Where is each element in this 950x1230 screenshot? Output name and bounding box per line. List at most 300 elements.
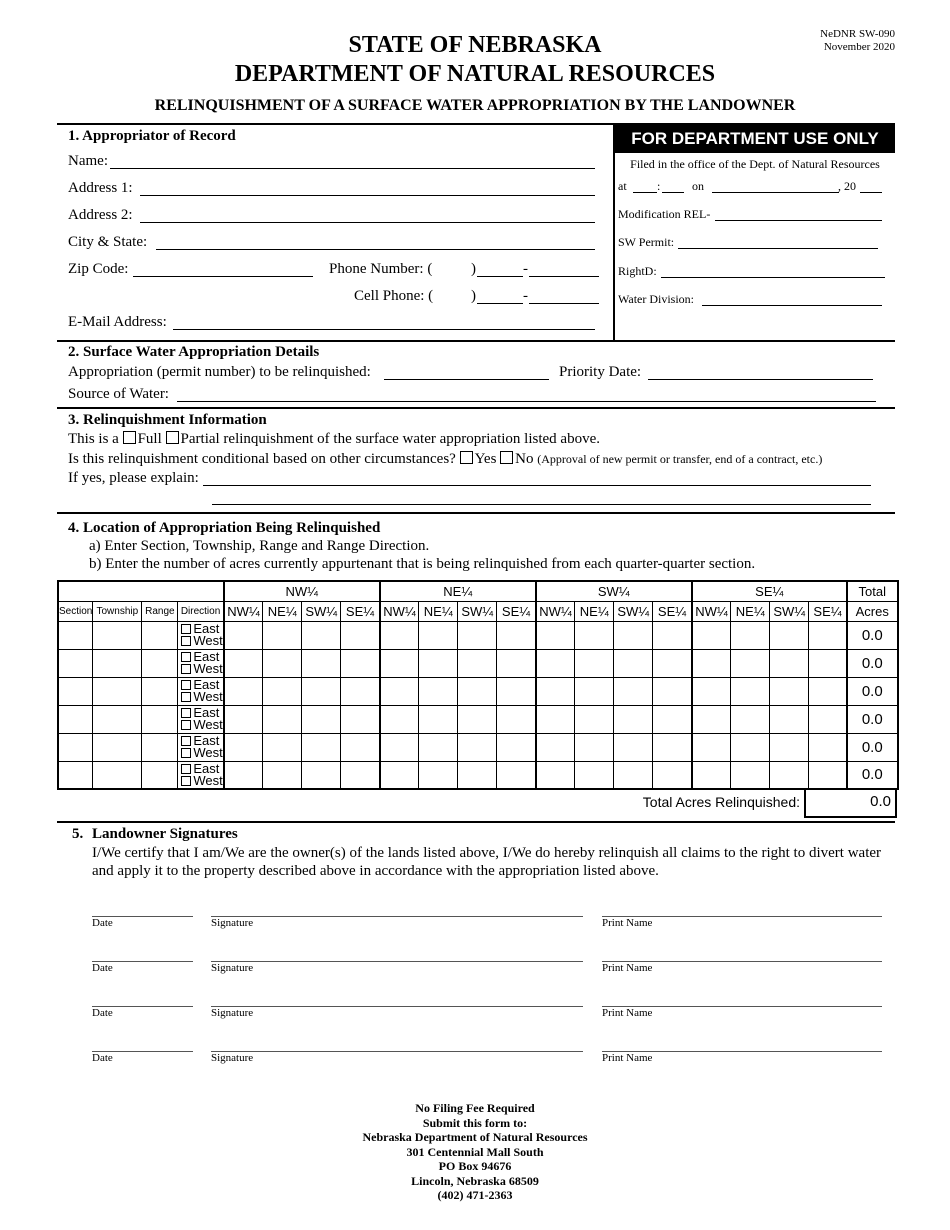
sub-header: NW¼: [536, 601, 575, 621]
section-cell[interactable]: [58, 733, 93, 761]
direction-cell: [178, 705, 224, 733]
address1-label: Address 1:: [68, 180, 133, 196]
acres-cell[interactable]: [575, 761, 614, 789]
footer-agency: Nebraska Department of Natural Resources: [362, 1130, 588, 1144]
acres-cell[interactable]: [497, 761, 536, 789]
department-title: DEPARTMENT OF NATURAL RESOURCES: [234, 61, 716, 87]
signature-label: Signature: [211, 917, 254, 929]
acres-cell[interactable]: [497, 677, 536, 705]
explain-field-2[interactable]: [212, 504, 871, 505]
priority-date-field[interactable]: [648, 379, 873, 380]
location-row: [58, 733, 898, 761]
section-cell[interactable]: [58, 677, 93, 705]
dept-on-label: on: [692, 179, 704, 193]
right-id-label: RightD:: [618, 264, 657, 278]
range-cell[interactable]: [142, 733, 178, 761]
acres-cell[interactable]: [770, 677, 809, 705]
acres-cell[interactable]: [614, 621, 653, 649]
acres-cell[interactable]: [809, 621, 847, 649]
cell-prefix-field[interactable]: [477, 303, 523, 304]
range-cell[interactable]: [142, 621, 178, 649]
dept-filed-text: Filed in the office of the Dept. of Natural Resources: [630, 157, 880, 171]
west-label: West: [193, 772, 223, 788]
west-label: West: [193, 661, 223, 676]
township-cell[interactable]: [93, 677, 142, 705]
acres-cell[interactable]: [536, 677, 575, 705]
phone-dash: -: [523, 261, 528, 277]
signature-label: Signature: [211, 962, 254, 974]
sub-header: SW¼: [614, 601, 653, 621]
acres-cell[interactable]: [497, 649, 536, 677]
section-header: Section: [58, 601, 93, 621]
range-header: Range: [142, 601, 178, 621]
explain-field-1[interactable]: [203, 485, 871, 486]
acres-cell[interactable]: [653, 677, 692, 705]
modification-label: Modification REL-: [618, 207, 711, 221]
email-field[interactable]: [173, 329, 595, 330]
dept-year-label: , 20: [838, 179, 856, 193]
signature-line[interactable]: [211, 961, 583, 962]
acres-cell[interactable]: [770, 649, 809, 677]
acres-cell[interactable]: [614, 677, 653, 705]
township-cell[interactable]: [93, 649, 142, 677]
source-label: Source of Water:: [68, 386, 169, 402]
acres-cell[interactable]: [731, 621, 770, 649]
phone-paren: ): [471, 261, 476, 277]
yes-checkbox[interactable]: [460, 451, 473, 464]
blank-header: [58, 581, 224, 601]
print-name-label: Print Name: [602, 917, 653, 929]
location-rows: [58, 621, 898, 789]
address2-field[interactable]: [140, 222, 595, 223]
yes-label: Yes: [474, 451, 497, 467]
acres-cell[interactable]: [536, 649, 575, 677]
priority-date-label: Priority Date:: [559, 364, 642, 380]
township-cell[interactable]: [93, 705, 142, 733]
section-cell[interactable]: [58, 761, 93, 789]
direction-cell: [178, 677, 224, 705]
dept-colon: :: [657, 179, 661, 193]
print-name-label: Print Name: [602, 1007, 653, 1019]
ne-quarter-header: NE¼: [380, 581, 536, 601]
no-label: No: [515, 451, 534, 467]
acres-cell[interactable]: [770, 621, 809, 649]
email-label: E-Mail Address:: [68, 314, 167, 330]
acres-cell[interactable]: [380, 705, 419, 733]
row-total-cell[interactable]: 0.0: [847, 621, 898, 649]
acres-cell[interactable]: [575, 621, 614, 649]
section2-title: 2. Surface Water Appropriation Details: [68, 344, 320, 360]
acres-cell[interactable]: [575, 649, 614, 677]
signature-label: Signature: [211, 1007, 254, 1019]
acres-cell[interactable]: [419, 733, 458, 761]
acres-cell[interactable]: [653, 733, 692, 761]
sub-header: NW¼: [224, 601, 263, 621]
acres-cell[interactable]: [692, 621, 731, 649]
total-header-2: Acres: [847, 601, 898, 621]
sub-header: SE¼: [341, 601, 380, 621]
sub-header: NE¼: [731, 601, 770, 621]
water-division-label: Water Division:: [618, 292, 695, 306]
acres-cell[interactable]: [263, 761, 302, 789]
acres-cell[interactable]: [770, 761, 809, 789]
acres-cell[interactable]: [263, 705, 302, 733]
range-cell[interactable]: [142, 705, 178, 733]
east-checkbox[interactable]: [181, 680, 191, 690]
name-label: Name:: [68, 153, 108, 169]
section3-rule: [57, 407, 895, 409]
sub-header: NW¼: [380, 601, 419, 621]
acres-cell[interactable]: [536, 761, 575, 789]
east-checkbox[interactable]: [181, 736, 191, 746]
west-checkbox[interactable]: [181, 748, 191, 758]
acres-cell[interactable]: [731, 761, 770, 789]
west-option[interactable]: [181, 663, 222, 675]
acres-cell[interactable]: [419, 705, 458, 733]
footer-city: Lincoln, Nebraska 68509: [411, 1173, 539, 1188]
right-id-field[interactable]: [661, 277, 885, 278]
acres-cell[interactable]: [809, 761, 847, 789]
sub-header: SE¼: [497, 601, 536, 621]
acres-cell[interactable]: [692, 649, 731, 677]
acres-cell[interactable]: [380, 761, 419, 789]
source-field[interactable]: [177, 401, 876, 402]
form-date: November 2020: [823, 41, 895, 53]
direction-cell: [178, 761, 224, 789]
cell-paren: ): [471, 288, 476, 304]
west-checkbox[interactable]: [181, 776, 191, 786]
acres-cell[interactable]: [380, 621, 419, 649]
partial-checkbox[interactable]: [166, 431, 179, 444]
acres-cell[interactable]: [263, 621, 302, 649]
acres-cell[interactable]: [224, 705, 263, 733]
west-option[interactable]: [181, 747, 222, 759]
east-label: East: [193, 677, 220, 692]
dept-hour-field[interactable]: [633, 192, 657, 193]
acres-cell[interactable]: [692, 761, 731, 789]
print-name-label: Print Name: [602, 1052, 653, 1064]
location-row: [58, 705, 898, 733]
direction-header: Direction: [178, 601, 224, 621]
name-field[interactable]: [110, 168, 595, 169]
phone-prefix-field[interactable]: [477, 276, 523, 277]
full-label: Full: [137, 431, 162, 447]
acres-cell[interactable]: [419, 649, 458, 677]
acres-cell[interactable]: [770, 733, 809, 761]
sub-header: NE¼: [419, 601, 458, 621]
footer-submit: Submit this form to:: [422, 1115, 528, 1130]
footer-fee: No Filing Fee Required: [415, 1101, 535, 1115]
acres-cell[interactable]: [653, 621, 692, 649]
acres-cell[interactable]: [458, 649, 497, 677]
acres-cell[interactable]: [302, 705, 341, 733]
cell-number-field[interactable]: [529, 303, 599, 304]
modification-field[interactable]: [715, 220, 882, 221]
section5-rule: [57, 821, 895, 823]
section5-number: 5.: [72, 826, 84, 842]
acres-cell[interactable]: [458, 705, 497, 733]
row-total-cell[interactable]: 0.0: [847, 733, 898, 761]
location-row: [58, 761, 898, 789]
acres-cell[interactable]: [224, 733, 263, 761]
state-title: STATE OF NEBRASKA: [348, 32, 602, 58]
date-label: Date: [92, 962, 113, 974]
acres-cell[interactable]: [692, 733, 731, 761]
west-option[interactable]: [181, 772, 223, 788]
dept-at-label: at: [618, 179, 627, 193]
water-division-field[interactable]: [702, 305, 882, 306]
township-cell[interactable]: [93, 621, 142, 649]
city-state-field[interactable]: [156, 249, 595, 250]
acres-cell[interactable]: [575, 677, 614, 705]
sub-header: SW¼: [770, 601, 809, 621]
dept-use-title: FOR DEPARTMENT USE ONLY: [615, 124, 895, 153]
acres-cell[interactable]: [341, 733, 380, 761]
acres-cell[interactable]: [692, 677, 731, 705]
direction-cell: [178, 649, 224, 677]
acres-cell[interactable]: [224, 761, 263, 789]
zip-label: Zip Code:: [68, 261, 129, 277]
east-label: East: [193, 733, 220, 748]
footer-pobox: PO Box 94676: [438, 1159, 512, 1173]
date-label: Date: [92, 1052, 113, 1064]
sw-quarter-header: SW¼: [536, 581, 692, 601]
east-label: East: [193, 649, 220, 664]
date-label: Date: [92, 1007, 113, 1019]
total-acres-label: Total Acres Relinquished:: [642, 794, 800, 810]
sub-header: SE¼: [809, 601, 847, 621]
acres-cell[interactable]: [653, 649, 692, 677]
acres-cell[interactable]: [614, 761, 653, 789]
west-checkbox[interactable]: [181, 720, 191, 730]
dept-date-field[interactable]: [712, 192, 839, 193]
acres-cell[interactable]: [419, 677, 458, 705]
acres-cell[interactable]: [341, 621, 380, 649]
acres-cell[interactable]: [575, 733, 614, 761]
east-label: East: [193, 705, 220, 720]
acres-cell[interactable]: [809, 677, 847, 705]
east-checkbox[interactable]: [181, 652, 191, 662]
east-checkbox[interactable]: [181, 764, 191, 774]
acres-cell[interactable]: [731, 649, 770, 677]
acres-cell[interactable]: [458, 677, 497, 705]
sw-permit-field[interactable]: [678, 248, 878, 249]
section1-title: 1. Appropriator of Record: [68, 128, 236, 144]
print-name-label: Print Name: [602, 962, 653, 974]
acres-cell[interactable]: [224, 621, 263, 649]
sub-header: SE¼: [653, 601, 692, 621]
acres-cell[interactable]: [458, 621, 497, 649]
signature-line[interactable]: [211, 1051, 583, 1052]
acres-cell[interactable]: [341, 705, 380, 733]
acres-cell[interactable]: [302, 761, 341, 789]
signature-label: Signature: [211, 1052, 254, 1064]
acres-cell[interactable]: [263, 649, 302, 677]
acres-cell[interactable]: [731, 677, 770, 705]
acres-cell[interactable]: [497, 705, 536, 733]
acres-cell[interactable]: [419, 621, 458, 649]
row-total-cell[interactable]: 0.0: [847, 705, 898, 733]
row-total-cell[interactable]: 0.0: [847, 761, 898, 789]
township-cell[interactable]: [93, 733, 142, 761]
acres-cell[interactable]: [458, 733, 497, 761]
sub-header: NE¼: [575, 601, 614, 621]
east-label: East: [193, 621, 220, 636]
sub-header: NW¼: [692, 601, 731, 621]
west-option[interactable]: [181, 691, 222, 703]
acres-cell[interactable]: [302, 649, 341, 677]
no-checkbox[interactable]: [500, 451, 513, 464]
footer-phone: (402) 471-2363: [437, 1188, 513, 1202]
west-label: West: [193, 745, 223, 760]
acres-cell[interactable]: [809, 705, 847, 733]
explain-label: If yes, please explain:: [68, 470, 199, 486]
cell-dash: -: [523, 288, 528, 304]
appropriation-field[interactable]: [384, 379, 549, 380]
acres-cell[interactable]: [380, 733, 419, 761]
acres-cell[interactable]: [341, 677, 380, 705]
east-checkbox[interactable]: [181, 708, 191, 718]
acres-cell[interactable]: [575, 705, 614, 733]
conditional-line: [68, 451, 822, 468]
location-table: [57, 580, 899, 790]
relinquish-type-line: [68, 431, 600, 448]
west-checkbox[interactable]: [181, 664, 191, 674]
relinquish-type-prefix: This is a: [68, 431, 119, 447]
sub-header: NE¼: [263, 601, 302, 621]
location-row: [58, 677, 898, 705]
acres-cell[interactable]: [419, 761, 458, 789]
section4-rule: [57, 512, 895, 514]
acres-cell[interactable]: [497, 621, 536, 649]
acres-cell[interactable]: [770, 705, 809, 733]
acres-cell[interactable]: [614, 705, 653, 733]
signature-line[interactable]: [211, 1006, 583, 1007]
acres-cell[interactable]: [380, 649, 419, 677]
acres-cell[interactable]: [614, 649, 653, 677]
direction-cell: [178, 733, 224, 761]
total-acres-value[interactable]: 0.0: [804, 790, 897, 818]
location-row: [58, 621, 898, 649]
acres-cell[interactable]: [302, 677, 341, 705]
acres-cell[interactable]: [692, 705, 731, 733]
section-cell[interactable]: [58, 705, 93, 733]
conditional-note: (Approval of new permit or transfer, end of a contract, etc.): [537, 452, 823, 466]
acres-cell[interactable]: [653, 705, 692, 733]
acres-cell[interactable]: [731, 705, 770, 733]
acres-cell[interactable]: [809, 733, 847, 761]
acres-cell[interactable]: [731, 733, 770, 761]
acres-cell[interactable]: [458, 761, 497, 789]
west-checkbox[interactable]: [181, 692, 191, 702]
section4-instruction-b: b) Enter the number of acres currently appurtenant that is being relinquished from each quarter-quarter section.: [89, 556, 756, 572]
acres-cell[interactable]: [653, 761, 692, 789]
total-header-1: Total: [847, 581, 898, 601]
sub-header: SW¼: [302, 601, 341, 621]
section2-rule: [57, 340, 895, 342]
signature-line[interactable]: [211, 916, 583, 917]
se-quarter-header: SE¼: [692, 581, 847, 601]
sw-permit-label: SW Permit:: [618, 235, 675, 249]
nw-quarter-header: NW¼: [224, 581, 380, 601]
row-total-cell[interactable]: 0.0: [847, 649, 898, 677]
conditional-question: Is this relinquishment conditional based on other circumstances?: [68, 451, 456, 467]
east-checkbox[interactable]: [181, 624, 191, 634]
acres-cell[interactable]: [263, 733, 302, 761]
acres-cell[interactable]: [341, 761, 380, 789]
section-cell[interactable]: [58, 621, 93, 649]
form-number: NeDNR SW-090: [820, 28, 895, 40]
dept-box-divider: [613, 123, 615, 340]
location-row: [58, 649, 898, 677]
dept-year-field[interactable]: [860, 192, 882, 193]
acres-cell[interactable]: [302, 621, 341, 649]
footer-street: 301 Centennial Mall South: [406, 1144, 544, 1159]
acres-cell[interactable]: [536, 621, 575, 649]
section4-instruction-a: a) Enter Section, Township, Range and Range Direction.: [89, 538, 430, 554]
acres-cell[interactable]: [263, 677, 302, 705]
acres-cell[interactable]: [497, 733, 536, 761]
acres-cell[interactable]: [536, 705, 575, 733]
west-label: West: [193, 717, 223, 732]
section5-title: Landowner Signatures: [92, 826, 238, 842]
address2-label: Address 2:: [68, 207, 133, 223]
acres-cell[interactable]: [536, 733, 575, 761]
west-checkbox[interactable]: [181, 636, 191, 646]
acres-cell[interactable]: [809, 649, 847, 677]
partial-label: Partial relinquishment of the surface water appropriation listed above.: [180, 431, 600, 447]
west-label: West: [193, 689, 223, 704]
form-subtitle: RELINQUISHMENT OF A SURFACE WATER APPROPRIATION BY THE LANDOWNER: [154, 97, 796, 114]
township-header: Township: [93, 601, 142, 621]
west-option[interactable]: [181, 719, 222, 731]
full-checkbox[interactable]: [123, 431, 136, 444]
section-cell[interactable]: [58, 649, 93, 677]
acres-cell[interactable]: [614, 733, 653, 761]
acres-cell[interactable]: [341, 649, 380, 677]
city-state-label: City & State:: [68, 234, 148, 250]
address1-field[interactable]: [140, 195, 595, 196]
date-label: Date: [92, 917, 113, 929]
acres-cell[interactable]: [302, 733, 341, 761]
acres-cell[interactable]: [224, 649, 263, 677]
appropriation-label: Appropriation (permit number) to be relinquished:: [68, 364, 371, 380]
acres-cell[interactable]: [224, 677, 263, 705]
range-cell[interactable]: [142, 649, 178, 677]
sub-header: SW¼: [458, 601, 497, 621]
west-label: West: [193, 633, 223, 648]
footer-block: [0, 1101, 950, 1203]
row-total-cell[interactable]: 0.0: [847, 677, 898, 705]
township-cell[interactable]: [93, 761, 142, 789]
certify-text: I/We certify that I am/We are the owner(s) of the lands listed above, I/We do hereby relinquish all claims to the right to divert water and apply it to the property described above in accordance with the appropriation listed above.: [92, 845, 882, 879]
section3-title: 3. Relinquishment Information: [68, 412, 267, 428]
direction-cell: [178, 621, 224, 649]
dept-minute-field[interactable]: [662, 192, 684, 193]
west-option[interactable]: [181, 635, 222, 647]
acres-cell[interactable]: [380, 677, 419, 705]
quarter-header-row: [58, 581, 898, 601]
zip-field[interactable]: [133, 276, 313, 277]
phone-number-field[interactable]: [529, 276, 599, 277]
east-label: East: [193, 761, 220, 776]
phone-label: Phone Number: (: [329, 261, 433, 277]
sub-header-row: [58, 601, 898, 621]
range-cell[interactable]: [142, 677, 178, 705]
range-cell[interactable]: [142, 761, 178, 789]
cell-label: Cell Phone: (: [354, 288, 434, 304]
section4-title: 4. Location of Appropriation Being Relinquished: [68, 520, 381, 536]
